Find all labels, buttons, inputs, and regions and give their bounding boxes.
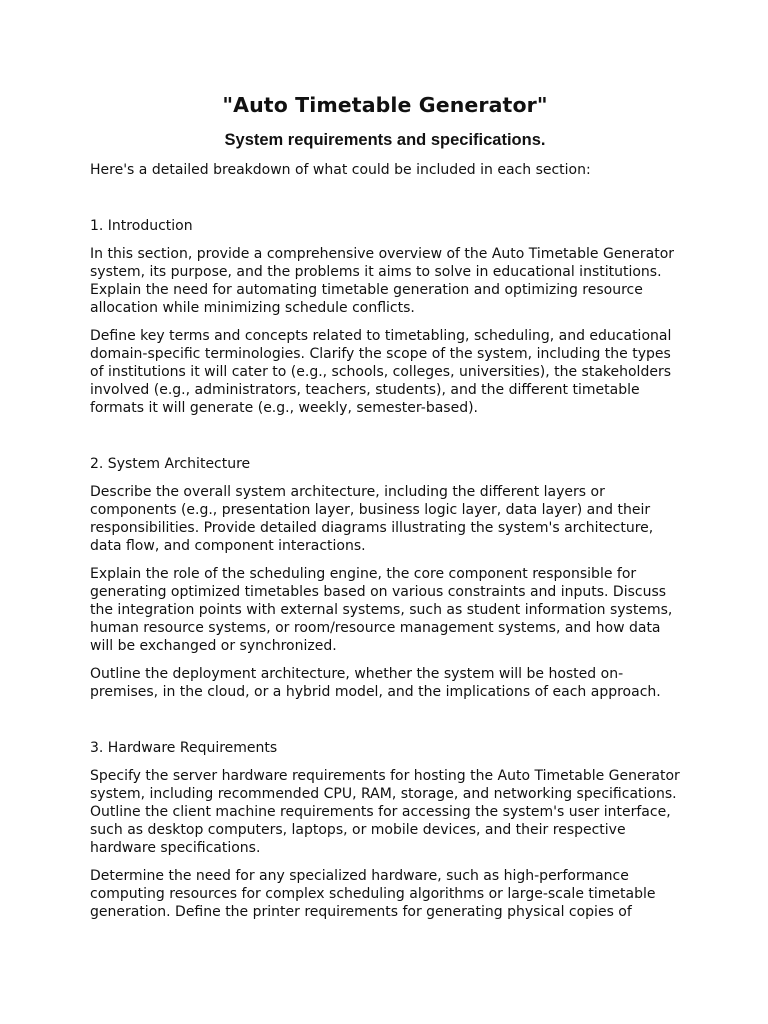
section-heading: 3. Hardware Requirements	[90, 740, 278, 756]
section-paragraph: Explain the role of the scheduling engine, the core component responsible for generating optimized timetables based on various constraints and inputs. Discuss the integration points with external systems, such as student information systems, human resource systems, or room/resource management systems, and how data will be exchanged or synchronized.	[90, 566, 673, 654]
section-hardware-requirements	[90, 739, 680, 921]
section-paragraph: Describe the overall system architecture, including the different layers or components (e.g., presentation layer, business logic layer, data layer) and their responsibilities. Provide detailed diagrams illustrating the system's architecture, data flow, and component interactions.	[90, 484, 654, 554]
section-paragraph: Determine the need for any specialized hardware, such as high-performance computing resources for complex scheduling algorithms or large-scale timetable generation. Define the printer requirements for generating physical copies of	[90, 868, 656, 920]
section-introduction	[90, 217, 680, 417]
section-paragraph: Specify the server hardware requirements for hosting the Auto Timetable Generator system, including recommended CPU, RAM, storage, and networking specifications. Outline the client machine requirements for accessing the system's user interface, such as desktop computers, laptops, or mobile devices, and their respective hardware specifications.	[90, 768, 680, 856]
section-paragraph: In this section, provide a comprehensive overview of the Auto Timetable Generator system, its purpose, and the problems it aims to solve in educational institutions. Explain the need for automating timetable generation and optimizing resource allocation while minimizing schedule conflicts.	[90, 246, 675, 316]
intro-paragraph: Here's a detailed breakdown of what could be included in each section:	[90, 162, 591, 178]
section-paragraph: Define key terms and concepts related to timetabling, scheduling, and educational domain-specific terminologies. Clarify the scope of the system, including the types of institutions it will cater to (e.g., schools, colleges, universities), the stakeholders involved (e.g., administrators, teachers, students), and the different timetable formats it will generate (e.g., weekly, semester-based).	[90, 328, 672, 416]
section-heading: 2. System Architecture	[90, 456, 251, 472]
section-paragraph: Outline the deployment architecture, whether the system will be hosted on-premises, in the cloud, or a hybrid model, and the implications of each approach.	[90, 666, 661, 700]
section-system-architecture	[90, 455, 680, 701]
document-subtitle: System requirements and specifications.	[224, 131, 546, 149]
document-title: "Auto Timetable Generator"	[222, 93, 548, 117]
document-content	[90, 92, 680, 921]
section-heading: 1. Introduction	[90, 218, 193, 234]
